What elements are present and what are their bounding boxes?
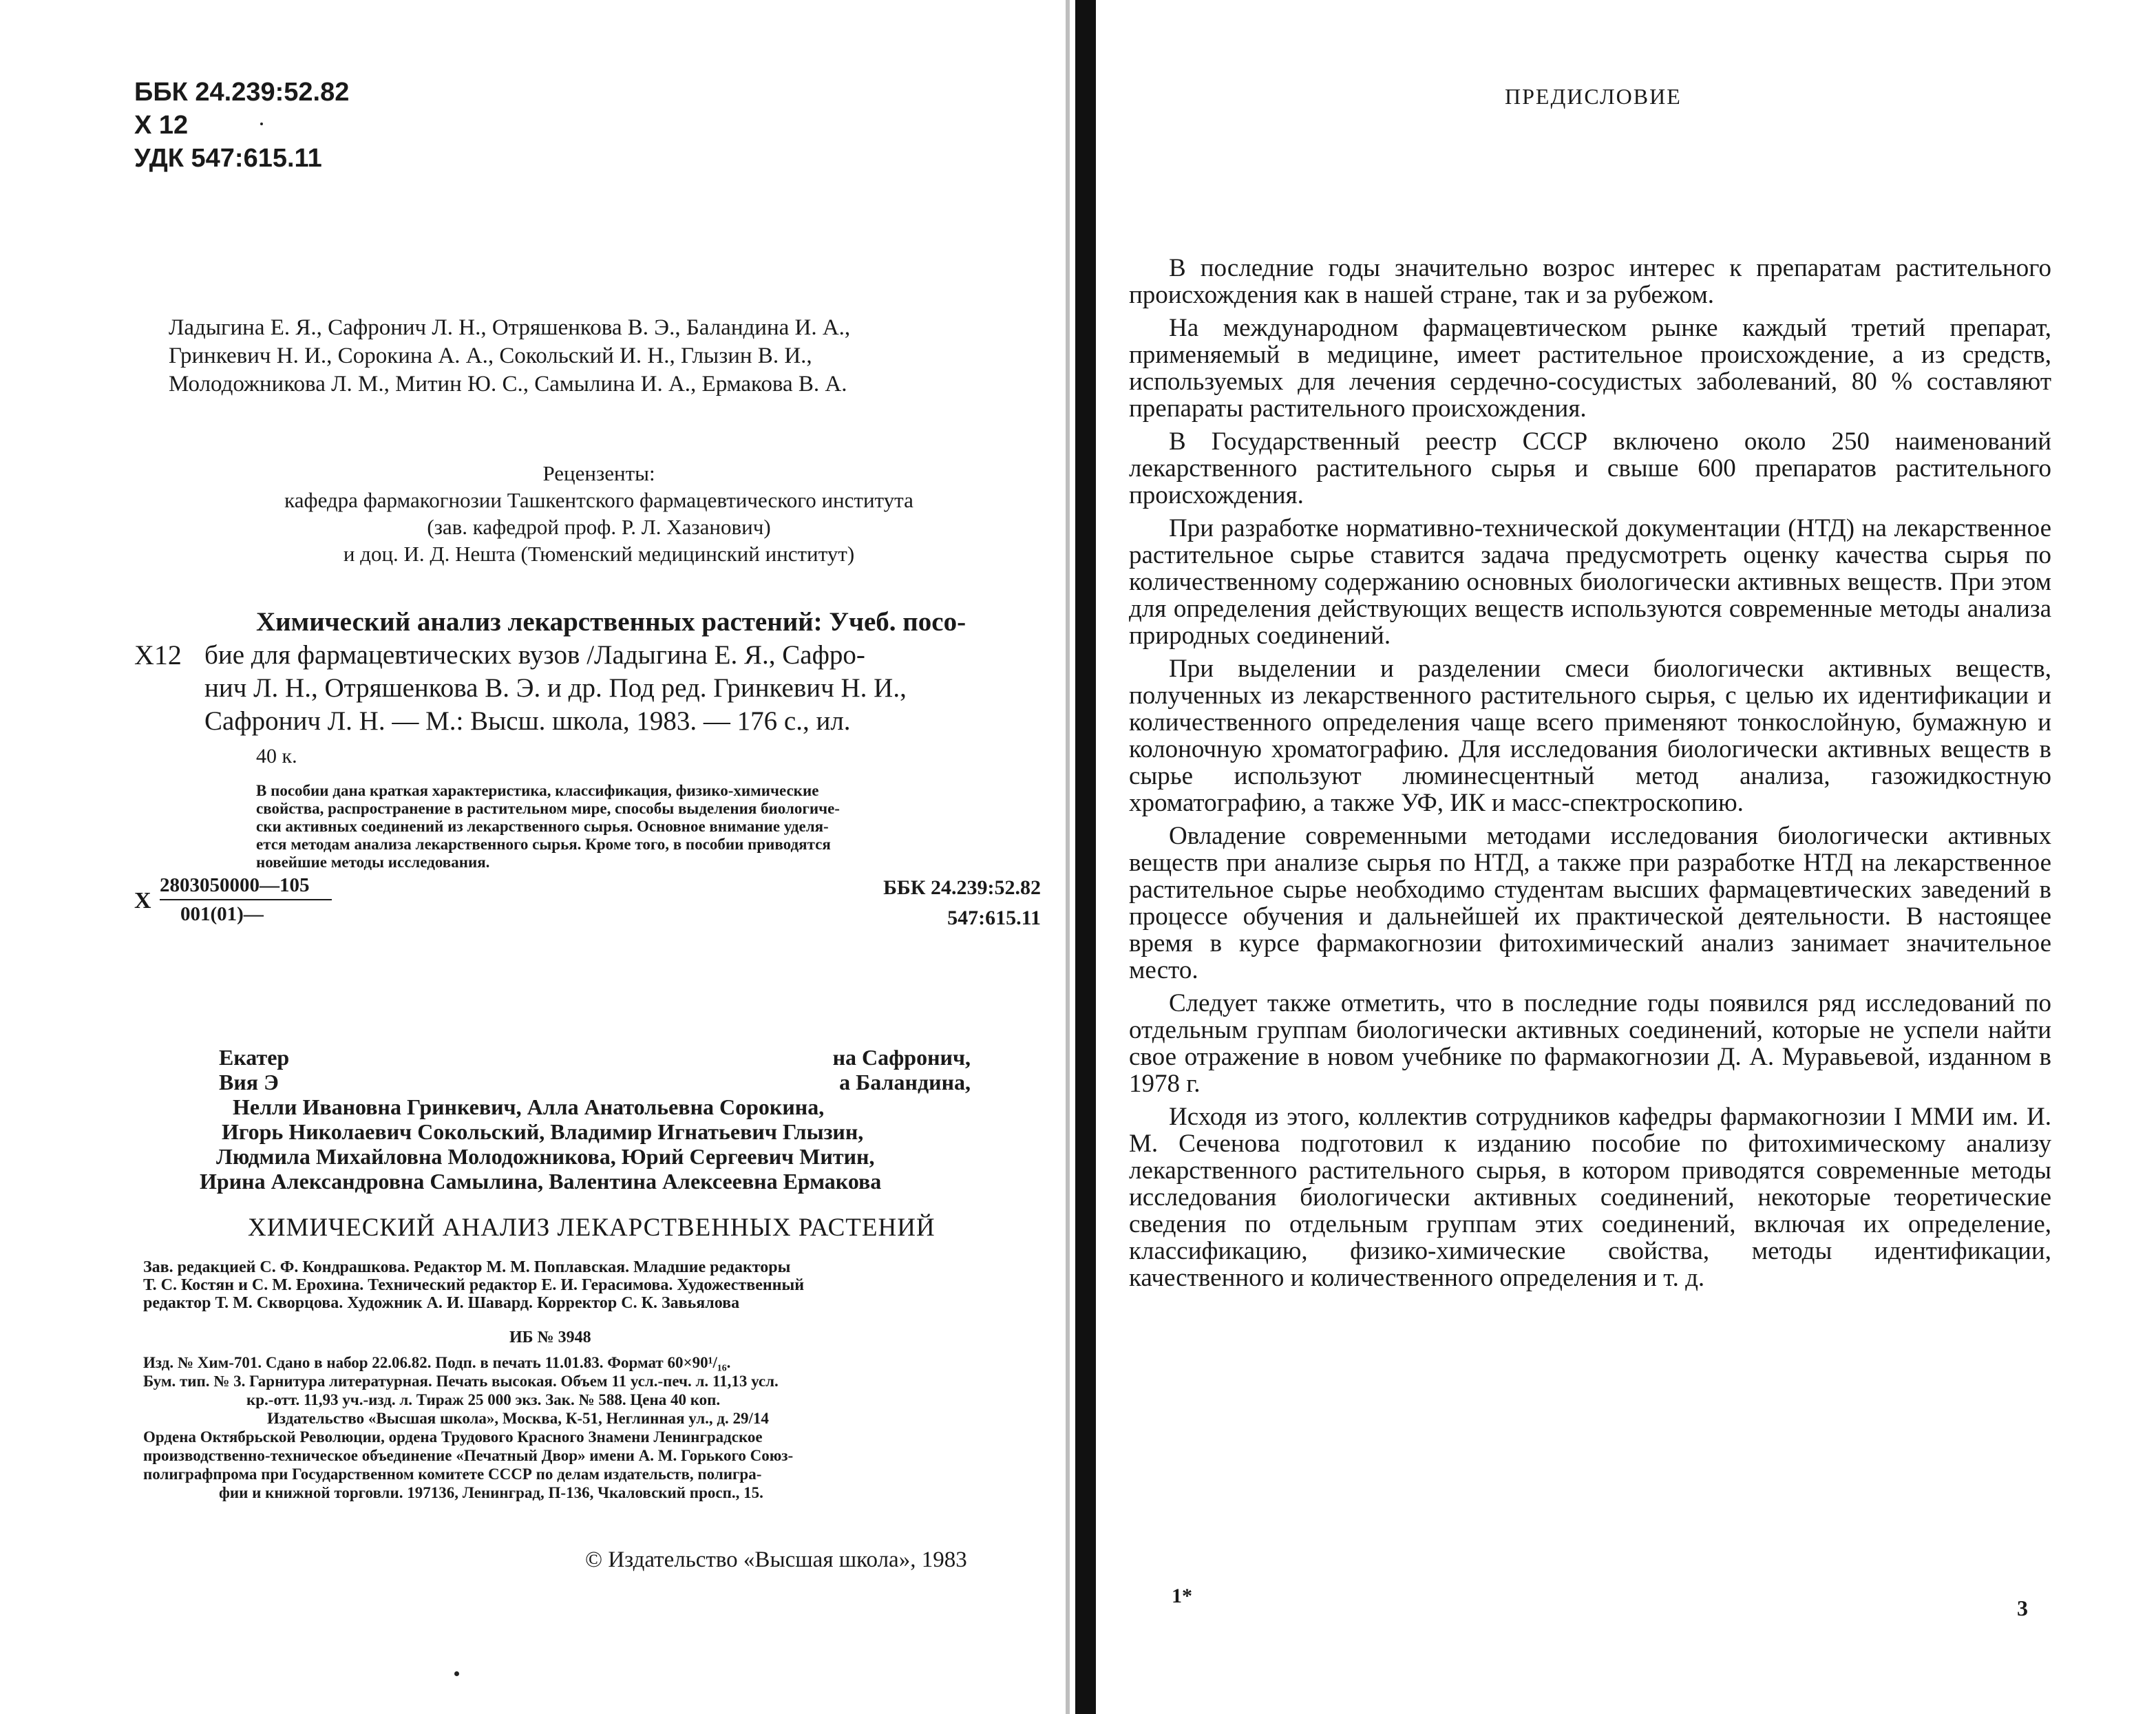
page-number: 3 bbox=[2017, 1596, 2028, 1620]
title-line: бие для фармацевтических вузов /Ладыгина Е. Я., Сафро- bbox=[204, 640, 865, 670]
preface-paragraph: Исходя из этого, коллектив сотрудников кафедры фармакогнозии I ММИ им. И. М. Сеченова подготовил к изданию пособие по фитохимическому анализу лекарственного растительного сырья, в котором приводятся современные методы исследования биологически активных соединений, некоторые теоретические сведения по отдельным группам этих соединений, включая их определение, классификацию, физико-химические свойства, методы идентификации, качественного и количественного определения и т. д. bbox=[1129, 1103, 2051, 1292]
pub-line: Бум. тип. № 3. Гарнитура литературная. Печать высокая. Объем 11 усл.-печ. л. 11,13 усл. bbox=[143, 1373, 779, 1390]
title-line: нич Л. Н., Отряшенкова В. Э. и др. Под ред. Гринкевич Н. И., bbox=[204, 673, 907, 703]
reviewers-line: и доц. И. Д. Нешта (Тюменский медицинский институт) bbox=[343, 542, 855, 566]
title-line: Сафронич Л. Н. — М.: Высш. школа, 1983. — 176 с., ил. bbox=[204, 706, 851, 736]
fullname-line: Игорь Николаевич Сокольский, Владимир Игнатьевич Глызин, bbox=[222, 1119, 864, 1144]
preface-paragraph: На международном фармацевтическом рынке каждый третий препарат, применяемый в медицине, имеет растительное происхождение, а из средств, используемых для лечения сердечно-сосудистых заболеваний, 80 % составляют препараты растительного происхождения. bbox=[1129, 314, 2051, 423]
catalog-bbk-line: 547:615.11 bbox=[947, 907, 1041, 929]
abstract-line: ется методам анализа лекарственного сырья. Кроме того, в пособии приводятся bbox=[256, 836, 831, 853]
fullname-line: Нелли Ивановна Гринкевич, Алла Анатольевна Сорокина, bbox=[233, 1094, 825, 1119]
pub-line: производственно-техническое объединение «Печатный Двор» имени А. М. Горького Союз- bbox=[143, 1447, 794, 1464]
x12-code: Х 12 bbox=[134, 111, 189, 140]
editorial-line: Зав. редакцией С. Ф. Кондрашкова. Редактор М. М. Поплавская. Младшие редакторы bbox=[143, 1258, 791, 1276]
fullname-line: Людмила Михайловна Молодожникова, Юрий Сергеевич Митин, bbox=[216, 1144, 875, 1169]
bbk-code: ББК 24.239:52.82 bbox=[134, 78, 350, 107]
fullname-fragment: а Баландина, bbox=[839, 1070, 971, 1094]
abstract-line: ски активных соединений из лекарственного сырья. Основное внимание уделя- bbox=[256, 818, 829, 835]
editorial-line: редактор Т. М. Скворцова. Художник А. И. Шавард. Корректор С. К. Завьялова bbox=[143, 1294, 740, 1312]
preface-paragraph: В последние годы значительно возрос интерес к препаратам растительного происхождения как в нашей стране, так и за рубежом. bbox=[1129, 254, 2051, 309]
pub-line: Ордена Октябрьской Революции, ордена Трудового Красного Знамени Ленинградское bbox=[143, 1428, 763, 1446]
title-line: Химический анализ лекарственных растений: Учеб. посо- bbox=[256, 607, 966, 637]
preface-paragraph: В Государственный реестр СССР включено около 250 наименований лекарственного растительного сырья и свыше 600 препаратов растительного происхождения. bbox=[1129, 427, 2051, 509]
ib-number: ИБ № 3948 bbox=[509, 1329, 591, 1346]
copyright: © Издательство «Высшая школа», 1983 bbox=[585, 1547, 967, 1572]
fullname-line: Ирина Александровна Самылина, Валентина Алексеевна Ермакова bbox=[200, 1169, 882, 1194]
catalog-numerator: 2803050000—105 bbox=[160, 874, 310, 896]
catalog-x12-label: Х12 bbox=[134, 639, 182, 670]
editorial-line: Т. С. Костян и С. М. Ерохина. Технический редактор Е. И. Герасимова. Художественный bbox=[143, 1276, 805, 1294]
abstract-line: новейшие методы исследования. bbox=[256, 854, 490, 871]
reviewers-line: (зав. кафедрой проф. Р. Л. Хазанович) bbox=[427, 515, 771, 539]
pub-line: кр.-отт. 11,93 уч.-изд. л. Тираж 25 000 экз. Зак. № 588. Цена 40 коп. bbox=[246, 1391, 721, 1408]
abstract-line: В пособии дана краткая характеристика, классификация, физико-химические bbox=[256, 782, 819, 799]
abstract-line: свойства, распространение в растительном мире, способы выделения биологиче- bbox=[256, 800, 840, 817]
catalog-denominator: 001(01)— bbox=[180, 903, 264, 925]
signature-mark: 1* bbox=[1172, 1585, 1192, 1607]
catalog-bbk-line: ББК 24.239:52.82 bbox=[883, 876, 1041, 899]
preface-paragraph: Овладение современными методами исследования биологически активных веществ при анализе сырья по НТД, а также при разработке НТД на лекарственное растительное сырье необходимо студентам высших фармацевтических заведений в процессе обучения и дальнейшей их практической деятельности. В настоящее время в курсе фармакогнозии фитохимический анализ занимает значительное место. bbox=[1129, 822, 2051, 984]
reviewers-line: кафедра фармакогнозии Ташкентского фармацевтического института bbox=[284, 488, 913, 512]
catalog-x: Х bbox=[134, 888, 151, 913]
pub-line: Изд. № Хим-701. Сдано в набор 22.06.82. Подп. в печать 11.01.83. Формат 60×90¹/₁₆. bbox=[143, 1354, 731, 1371]
pub-line: фии и книжной торговли. 197136, Ленинград, П-136, Чкаловский просп., 15. bbox=[219, 1484, 763, 1501]
reviewers-line: Рецензенты: bbox=[542, 461, 655, 485]
price: 40 к. bbox=[256, 745, 297, 768]
fullname-fragment: на Сафронич, bbox=[832, 1045, 971, 1070]
pub-line: полиграфпрома при Государственном комитете СССР по делам издательств, полигра- bbox=[143, 1466, 762, 1483]
preface-heading: ПРЕДИСЛОВИЕ bbox=[1505, 84, 1682, 109]
udk-code: УДК 547:615.11 bbox=[134, 144, 322, 173]
preface-paragraph: Следует также отметить, что в последние годы появился ряд исследований по отдельным группам биологически активных соединений, которые не успели найти свое отражение в новом учебнике по фармакогнозии Д. А. Муравьевой, изданном в 1978 г. bbox=[1129, 989, 2051, 1098]
preface-paragraph: При разработке нормативно-технической документации (НТД) на лекарственное растительное сырье ставится задача предусмотреть оценку качества сырья по количественному содержанию основных биологически активных веществ. При этом для определения действующих веществ используются современные методы анализа природных соединений. bbox=[1129, 514, 2051, 650]
authors-line: Молодожникова Л. М., Митин Ю. С., Самылина И. А., Ермакова В. А. bbox=[169, 372, 847, 396]
pub-line: Издательство «Высшая школа», Москва, К-51, Неглинная ул., д. 29/14 bbox=[267, 1410, 769, 1427]
preface-body bbox=[1129, 255, 2051, 1298]
fullname-fragment: Екатер bbox=[219, 1045, 290, 1070]
authors-line: Гринкевич Н. И., Сорокина А. А., Сокольский И. Н., Глызин В. И., bbox=[169, 343, 812, 368]
authors-line: Ладыгина Е. Я., Сафронич Л. Н., Отряшенкова В. Э., Баландина И. А., bbox=[169, 315, 851, 340]
book-title: ХИМИЧЕСКИЙ АНАЛИЗ ЛЕКАРСТВЕННЫХ РАСТЕНИЙ bbox=[248, 1214, 936, 1242]
preface-paragraph: При выделении и разделении смеси биологически активных веществ, полученных из лекарственного растительного сырья, с целью их идентификации и количественного определения чаще всего применяют тонкослойную, бумажную и колоночную хроматографию. Для исследования биологически активных веществ в сырье используют люминесцентный метод анализа, газожидкостную хроматографию, а также УФ, ИК и масс-спектроскопию. bbox=[1129, 655, 2051, 817]
fullname-fragment: Вия Э bbox=[219, 1070, 279, 1094]
